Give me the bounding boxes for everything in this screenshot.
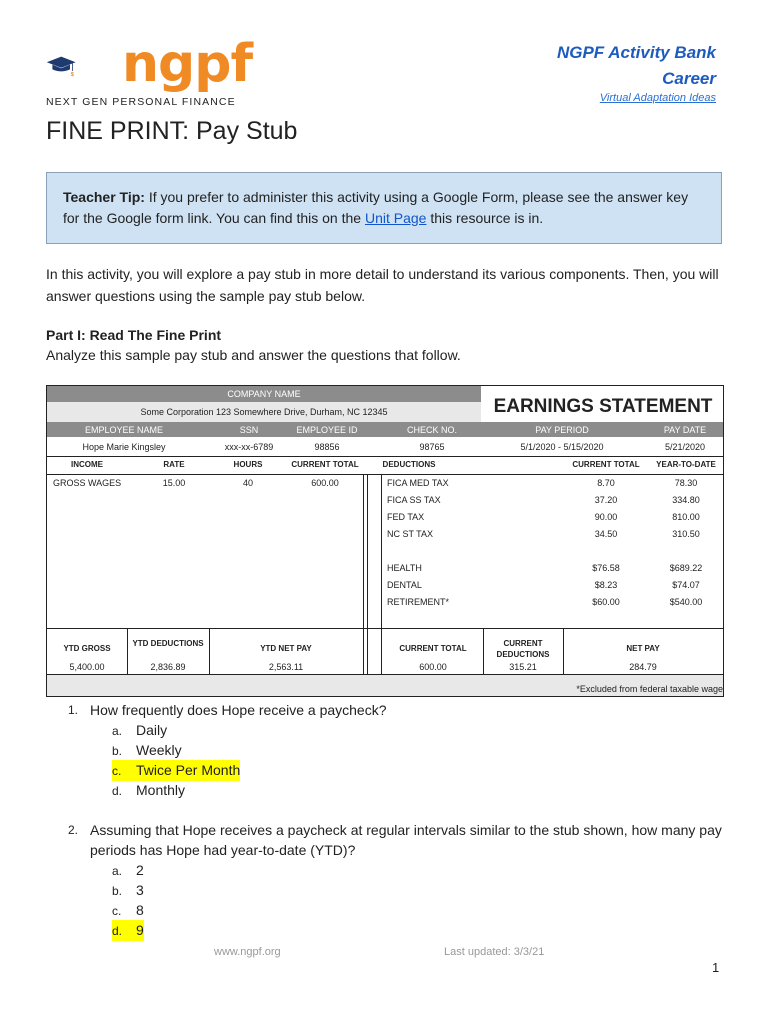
- deduction-ytd: 310.50: [672, 529, 700, 539]
- answer-option: [112, 780, 185, 801]
- logo-tagline: NEXT GEN PERSONAL FINANCE: [46, 96, 236, 108]
- val-ytd-net-pay: 2,563.11: [268, 662, 304, 672]
- page-number: 1: [712, 960, 720, 975]
- answer-option: [112, 720, 167, 741]
- hdr-ytd-deductions: YTD DEDUCTIONS: [132, 639, 204, 648]
- hdr-net-pay: NET PAY: [626, 644, 660, 653]
- unit-page-link[interactable]: Unit Page: [364, 210, 427, 226]
- hdr-income: INCOME: [71, 460, 103, 469]
- option-text: Weekly: [136, 742, 182, 758]
- deduction-ytd: $689.22: [669, 563, 703, 573]
- option-letter: c.: [112, 764, 122, 778]
- hdr-year-to-date: YEAR-TO-DATE: [656, 460, 716, 469]
- answer-option: [112, 740, 182, 761]
- deduction-label: DENTAL: [387, 580, 422, 590]
- hdr-ssn: SSN: [239, 425, 259, 435]
- answer-option: [112, 860, 144, 881]
- option-text: 9: [136, 922, 144, 938]
- company-name-value: Some Corporation 123 Somewhere Drive, Durham, NC 12345: [47, 402, 481, 422]
- hdr-ytd-gross: YTD GROSS: [63, 644, 111, 653]
- hdr-rate: RATE: [163, 460, 185, 469]
- val-check-no: 98765: [419, 442, 445, 452]
- answer-option: [112, 880, 144, 901]
- deduction-ytd: 810.00: [672, 512, 700, 522]
- hdr-employee-name: EMPLOYEE NAME: [84, 425, 164, 435]
- activity-bank-heading: [557, 40, 716, 92]
- question-number: 2.: [68, 823, 79, 837]
- part1-heading: Part I: Read The Fine Print: [46, 327, 222, 343]
- intro-paragraph: In this activity, you will explore a pay stub in more detail to understand its various components. Then, you will answer questions using the sample pay stub below.: [46, 266, 719, 304]
- option-letter: c.: [112, 904, 122, 918]
- hdr-ytd-net-pay: YTD NET PAY: [260, 644, 312, 653]
- hdr-current-deductions: CURRENT DEDUCTIONS: [496, 639, 550, 659]
- income-current-total: 600.00: [311, 478, 339, 488]
- val-ytd-gross: 5,400.00: [69, 662, 105, 672]
- bank-title: NGPF Activity Bank: [556, 43, 716, 62]
- pay-stub: [46, 385, 724, 697]
- question: [68, 820, 728, 860]
- hdr-ded-current-total: CURRENT TOTAL: [572, 460, 640, 469]
- answer-option: [112, 900, 144, 921]
- option-text: Monthly: [136, 782, 186, 798]
- deduction-ytd: 78.30: [674, 478, 698, 488]
- hdr-check-no: CHECK NO.: [406, 425, 457, 435]
- deduction-label: FED TAX: [387, 512, 425, 522]
- deduction-current: 34.50: [594, 529, 618, 539]
- tip-label: Teacher Tip:: [63, 189, 145, 205]
- question-number: 1.: [68, 703, 79, 717]
- deduction-label: FICA MED TAX: [387, 478, 449, 488]
- stub-footnote: *Excluded from federal taxable wage: [576, 684, 723, 694]
- val-sum-current-total: 600.00: [419, 662, 447, 672]
- footer-url[interactable]: www.ngpf.org: [214, 946, 281, 958]
- svg-text:$: $: [70, 71, 74, 78]
- earnings-statement-title: EARNINGS STATEMENT: [493, 396, 713, 417]
- part1-text: Analyze this sample pay stub and answer the questions that follow.: [46, 347, 461, 363]
- income-rate: 15.00: [162, 478, 186, 488]
- tip-text-before: If you prefer to administer this activity using a Google Form, please see the answer key for the Google form link. You can find this on the: [63, 189, 689, 226]
- page-title: FINE PRINT: Pay Stub: [46, 117, 298, 145]
- hdr-pay-date: PAY DATE: [663, 425, 707, 435]
- answer-option: [112, 920, 144, 941]
- hdr-pay-period: PAY PERIOD: [535, 425, 589, 435]
- virtual-adaptation-link[interactable]: Virtual Adaptation Ideas: [599, 92, 716, 104]
- deduction-ytd: $74.07: [672, 580, 700, 590]
- val-pay-period: 5/1/2020 - 5/15/2020: [520, 442, 604, 452]
- hdr-hours: HOURS: [233, 460, 263, 469]
- deduction-ytd: $540.00: [669, 597, 703, 607]
- question-text: Assuming that Hope receives a paycheck at regular intervals similar to the stub shown, how many pay periods has Hope had year-to-date (YTD)?: [90, 822, 722, 858]
- option-text: 2: [136, 862, 144, 878]
- deduction-current: 8.70: [597, 478, 615, 488]
- tip-text-after: this resource is in.: [426, 210, 544, 226]
- footer-updated: Last updated: 3/3/21: [444, 946, 545, 958]
- deduction-ytd: 334.80: [672, 495, 700, 505]
- deduction-current: 37.20: [594, 495, 618, 505]
- option-text: 3: [136, 882, 144, 898]
- divider: [47, 628, 723, 629]
- option-letter: d.: [112, 924, 123, 938]
- divider: [47, 474, 723, 475]
- val-net-pay: 284.79: [629, 662, 657, 672]
- deduction-current: $60.00: [592, 597, 620, 607]
- option-text: Daily: [136, 722, 168, 738]
- bank-category: Career: [662, 69, 716, 88]
- divider: [363, 474, 364, 690]
- hdr-current-total: CURRENT TOTAL: [291, 460, 359, 469]
- option-letter: b.: [112, 744, 123, 758]
- val-ytd-deductions: 2,836.89: [150, 662, 186, 672]
- divider: [47, 456, 723, 457]
- hdr-deductions: DEDUCTIONS: [382, 460, 436, 469]
- deduction-current: $76.58: [592, 563, 620, 573]
- option-letter: d.: [112, 784, 123, 798]
- option-text: Twice Per Month: [136, 762, 241, 778]
- option-letter: a.: [112, 724, 123, 738]
- val-employee-id: 98856: [314, 442, 340, 452]
- teacher-tip-box: [46, 172, 722, 244]
- val-ssn: xxx-xx-6789: [224, 442, 274, 452]
- hdr-sum-current-total: CURRENT TOTAL: [399, 644, 467, 653]
- option-text: 8: [136, 902, 144, 918]
- option-letter: b.: [112, 884, 123, 898]
- divider: [381, 474, 382, 690]
- divider: [367, 474, 368, 690]
- income-label: GROSS WAGES: [53, 478, 122, 488]
- deduction-label: RETIREMENT*: [387, 597, 450, 607]
- company-name-label: COMPANY NAME: [47, 386, 481, 402]
- income-hours: 40: [242, 478, 253, 488]
- option-letter: a.: [112, 864, 123, 878]
- question-text: How frequently does Hope receive a paycheck?: [90, 702, 387, 718]
- deduction-current: 90.00: [594, 512, 618, 522]
- val-current-deductions: 315.21: [509, 662, 537, 672]
- ngpf-logo: [46, 42, 126, 92]
- deduction-label: FICA SS TAX: [387, 495, 441, 505]
- val-employee-name: Hope Marie Kingsley: [82, 442, 166, 452]
- deduction-current: $8.23: [594, 580, 618, 590]
- logo-wordmark: ngpf: [122, 34, 253, 94]
- hdr-employee-id: EMPLOYEE ID: [296, 425, 358, 435]
- answer-option: [112, 760, 240, 781]
- question: [68, 700, 728, 720]
- val-pay-date: 5/21/2020: [664, 442, 706, 452]
- deduction-label: HEALTH: [387, 563, 422, 573]
- deduction-label: NC ST TAX: [387, 529, 434, 539]
